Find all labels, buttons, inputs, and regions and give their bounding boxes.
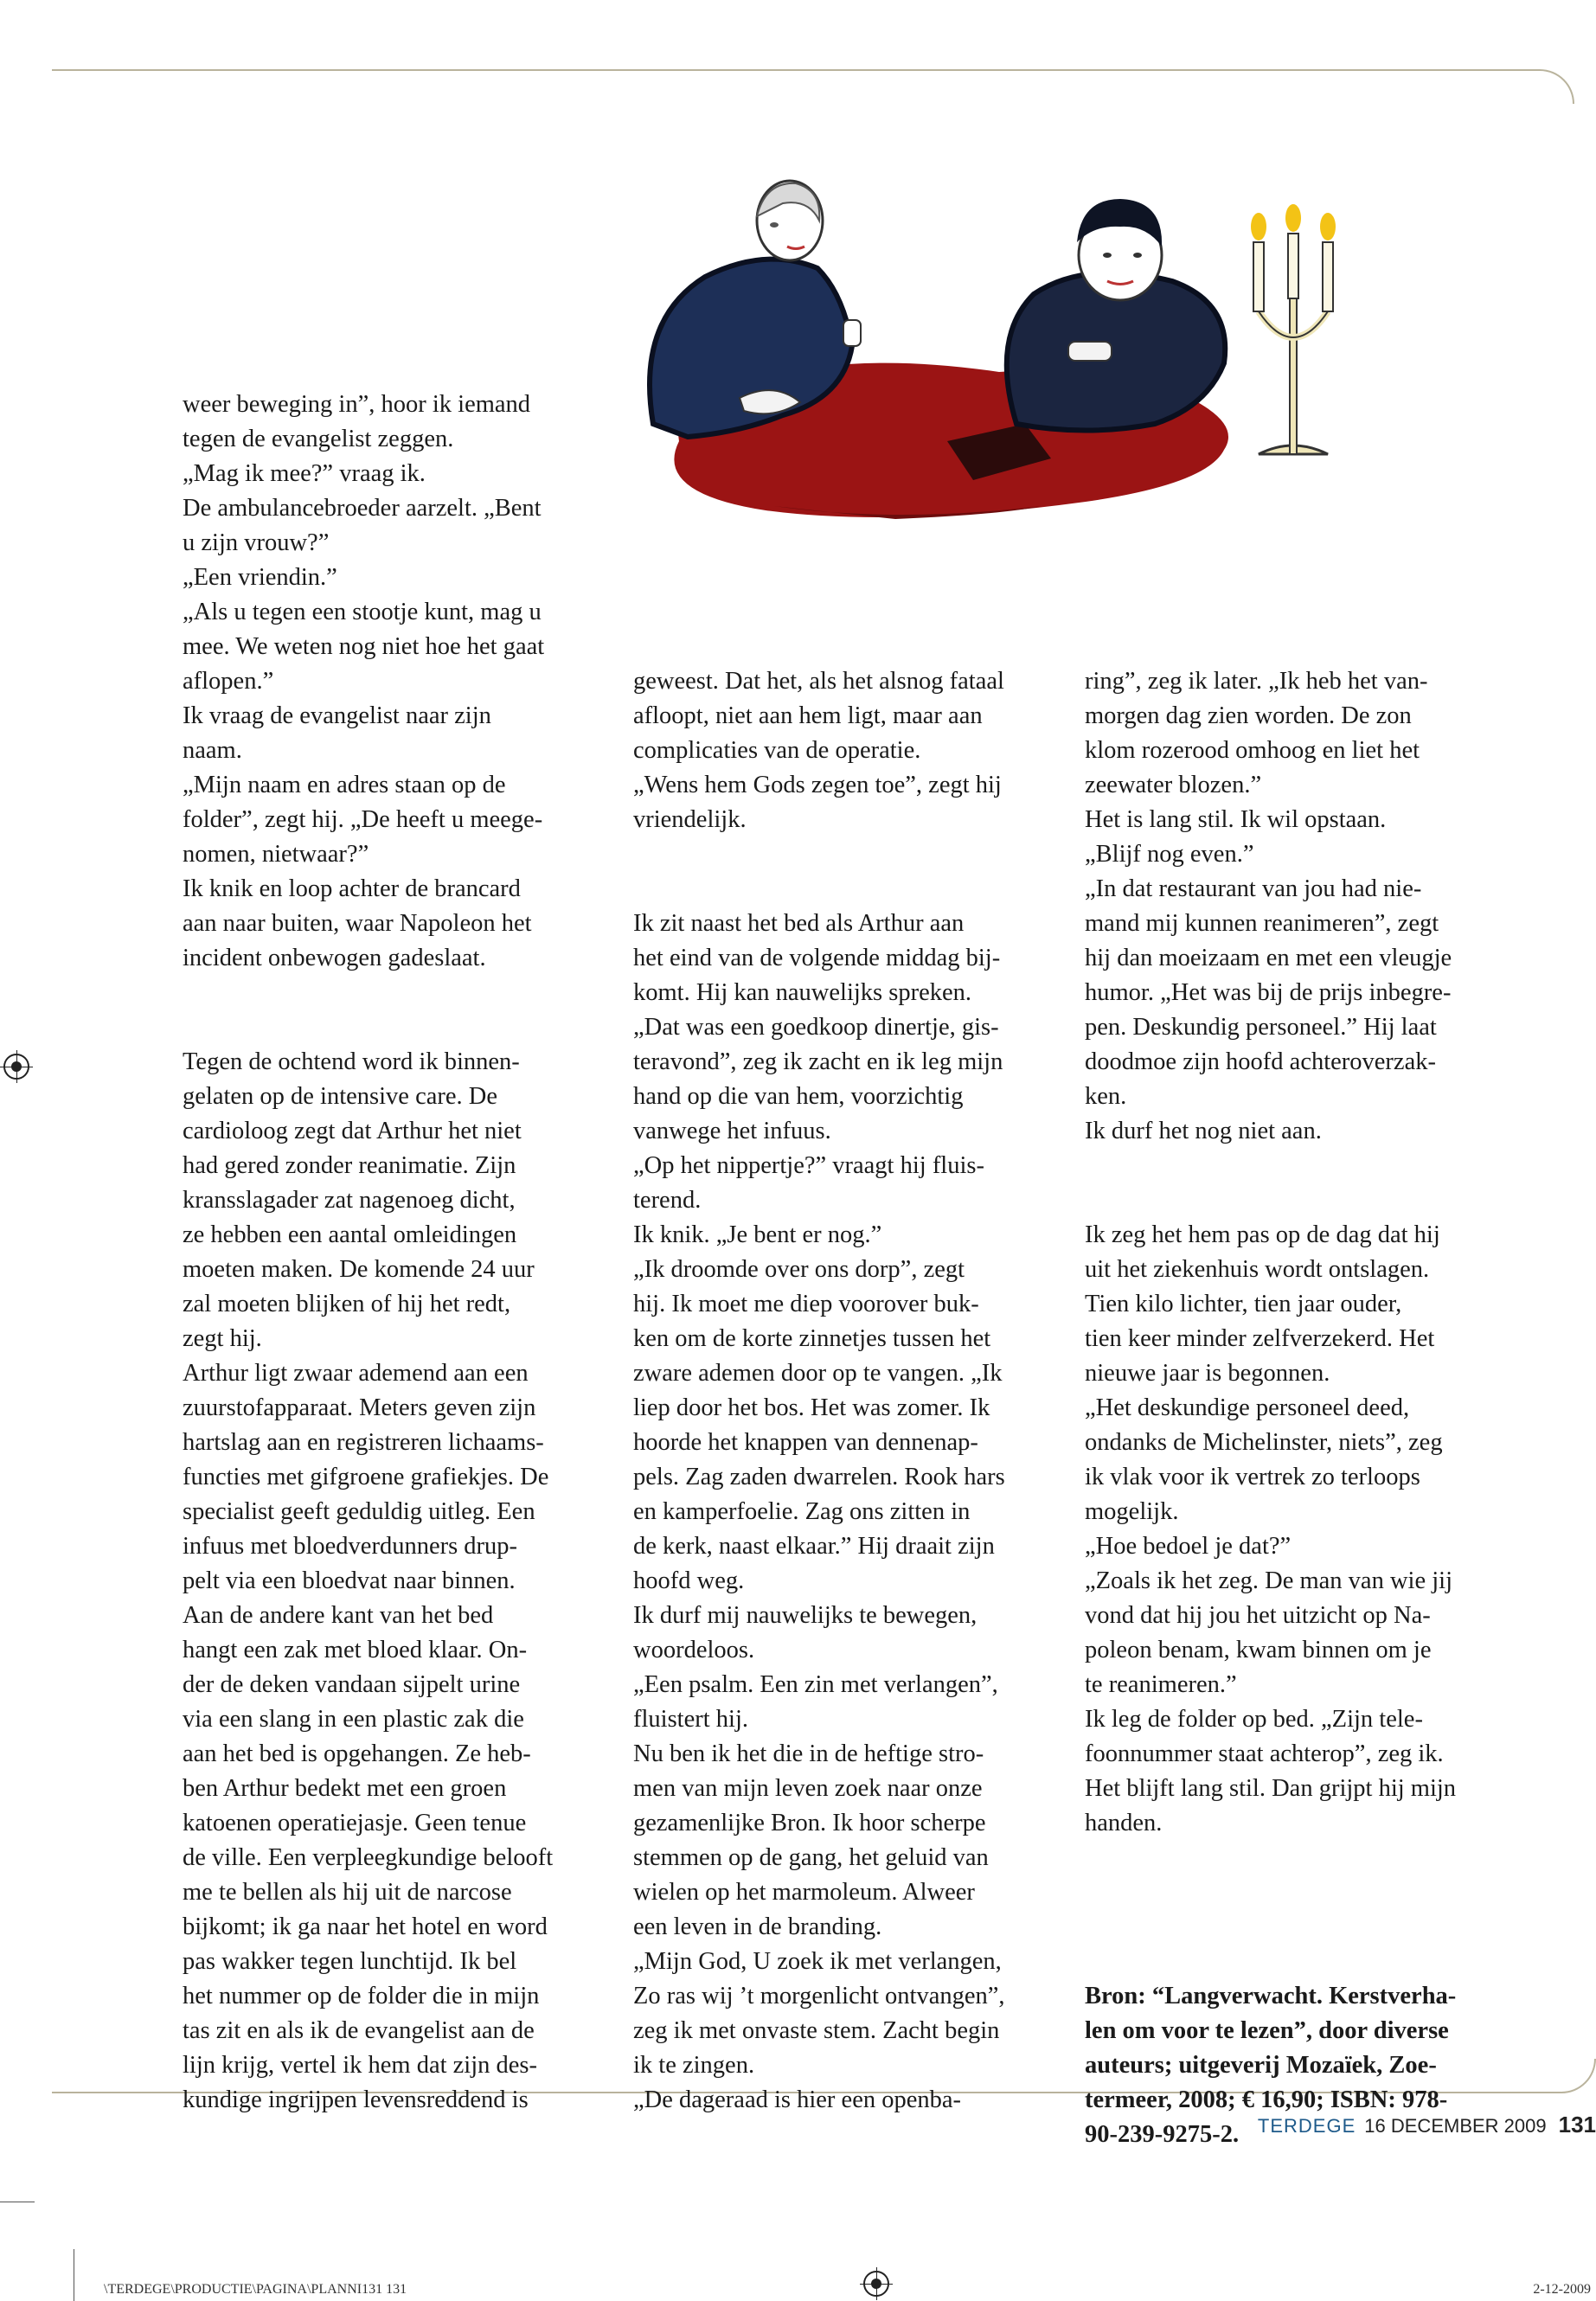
page-number: 131: [1558, 2112, 1596, 2138]
magazine-name: TERDEGE: [1257, 2115, 1356, 2137]
slug-date: 2-12-2009: [1533, 2282, 1591, 2297]
text-column-2: [633, 630, 1066, 2152]
dinner-illustration: [636, 164, 1518, 597]
paragraph: Tegen de ochtend word ik binnen- gelaten op de intensive care. De cardioloog zegt dat Arthur het niet had gered zonder reanimatie. Zijn kransslagader zat nagenoeg dicht, ze hebben een aantal omleidingen moeten maken. De komende 24 uur zal moeten blijken of hij het redt, zegt hij. Arthur ligt zwaar ademend aan een zuurstofapparaat. Meters geven zijn hartslag aan en registreren lichaams- functies met gifgroene grafiekjes. De specialist geeft geduldig uitleg. Een infuus met bloedverdunners drup- pelt via een bloedvat naar binnen. Aan de andere kant van het bed hangt een zak met bloed klaar. On- der de deken vandaan sijpelt urine via een slang in een plastic zak die aan het bed is opgehangen. Ze heb- ben Arthur bedekt met een groen katoenen operatiejasje. Geen tenue de ville. Een verpleegkundige belooft me te bellen als hij uit de narcose bijkomt; ik ga naar het hotel en word pas wakker tegen lunchtijd. Ik bel het nummer op de folder die in mijn tas zit en als ik de evangelist aan de lijn krijg, vertel ik hem dat zijn des- kundige ingrijpen levensreddend is: [183, 1048, 554, 2113]
paragraph: Ik zit naast het bed als Arthur aan het eind van de volgende middag bij- komt. Hij kan nauwelijks spreken. „Dat was een goedkoop dinertje, gis- teravond”, zeg ik zacht en ik leg mijn hand op die van hem, voorzichtig vanwege het infuus. „Op het nippertje?” vraagt hij fluis- terend. Ik knik. „Je bent er nog.” „Ik droomde over ons dorp”, zegt hij. Ik moet me diep voorover buk- ken om de korte zinnetjes tussen het zware ademen door op te vangen. „Ik liep door het bos. Het was zomer. Ik hoorde het knappen van dennenap- pels. Zag zaden dwarrelen. Rook hars en kamperfoelie. Zag ons zitten in de kerk, naast elkaar.” Hij draait zijn hoofd weg. Ik durf mij nauwelijks te bewegen, woordeloos. „Een psalm. Een zin met verlangen”, fluistert hij. Nu ben ik het die in de heftige stro- men van mijn leven zoek naar onze gezamenlijke Bron. Ik hoor scherpe stemmen op de gang, het geluid van wielen op het marmoleum. Alweer een leven in de branding. „Mijn God, U zoek ik met verlangen, Zo ras wij ’t morgenlicht ontvangen”, zeg ik met onvaste stem. Zacht begin ik te zingen. „De dageraad is hier een openba-: [633, 910, 1005, 2113]
paragraph: Ik zeg het hem pas op de dag dat hij uit het ziekenhuis wordt ontslagen. Tien kilo lichter, tien jaar ouder, tien keer minder zelfverzekerd. Het nieuwe jaar is begonnen. „Het deskundige personeel deed, ondanks de Michelinster, niets”, zeg ik vlak voor ik vertrek zo terloops mogelijk. „Hoe bedoel je dat?” „Zoals ik het zeg. De man van wie jij vond dat hij jou het uitzicht op Na- poleon benam, kwam binnen om je te reanimeren.” Ik leg de folder op bed. „Zijn tele- foonnummer staat achterop”, zeg ik. Het blijft lang stil. Dan grijpt hij mijn handen.: [1085, 1221, 1457, 1836]
paragraph: ring”, zeg ik later. „Ik heb het van- morgen dag zien worden. De zon klom rozerood omhoog en liet het zeewater blozen.” Het is lang stil. Ik wil opstaan. „Blijf nog even.” „In dat restaurant van jou had nie- mand mij kunnen reanimeren”, zegt hij dan moeizaam en met een vleugje humor. „Het was bij de prijs inbegre- pen. Deskundig personeel.” Hij laat doodmoe zijn hoofd achteroverzak- ken. Ik durf het nog niet aan.: [1085, 668, 1452, 1144]
registration-mark-icon: [3, 1054, 29, 1080]
page-footer: [1163, 2112, 1596, 2138]
candelabra-icon: [1251, 204, 1336, 454]
source-credit: Bron: “Langverwacht. Kerstverha- len om voor te lezen”, door diverse auteurs; uitgeverij Mozaïek, Zoe- termeer, 2008; € 16,90; ISBN: 978- 90-239-9275-2.: [1085, 1983, 1457, 2148]
paragraph: geweest. Dat het, als het alsnog fataal afloopt, niet aan hem ligt, maar aan complicaties van de operatie. „Wens hem Gods zegen toe”, zegt hij vriendelijk.: [633, 668, 1004, 833]
slug-path: \TERDEGE\PRODUCTIE\PAGINA\PLANNI131 131: [104, 2282, 407, 2297]
page-trim-top: [52, 69, 1574, 104]
issue-date: 16 DECEMBER 2009: [1364, 2115, 1547, 2137]
registration-mark-icon: [863, 2271, 889, 2297]
text-column-3: [1085, 630, 1522, 2187]
text-column-1: [183, 353, 619, 2152]
paragraph: weer beweging in”, hoor ik iemand tegen de evangelist zeggen. „Mag ik mee?” vraag ik. De ambulancebroeder aarzelt. „Bent u zijn vrouw?” „Een vriendin.” „Als u tegen een stootje kunt, mag u mee. We weten nog niet hoe het gaat aflopen.” Ik vraag de evangelist naar zijn naam. „Mijn naam en adres staan op de folder”, zegt hij. „De heeft u meege- nomen, nietwaar?” Ik knik en loop achter de brancard aan naar buiten, waar Napoleon het incident onbewogen gadeslaat.: [183, 391, 545, 971]
